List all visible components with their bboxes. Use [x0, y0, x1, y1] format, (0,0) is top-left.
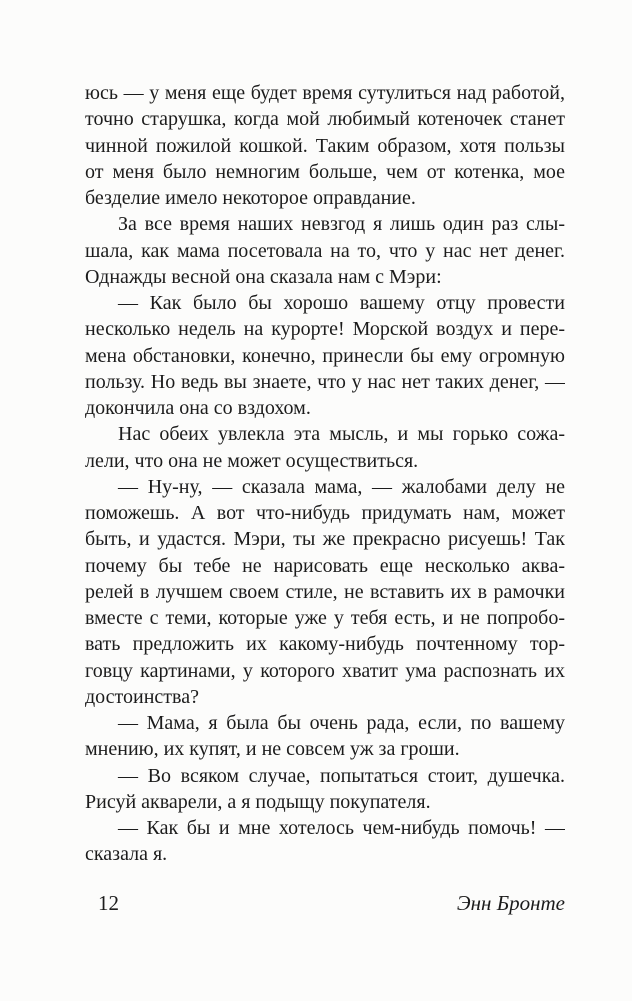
- text-line: чинной пожилой кошкой. Таким образом, хотя пользы: [85, 134, 565, 157]
- text-line: За все время наших невзгод я лишь один раз слы-: [118, 213, 565, 236]
- text-line: мена обстановки, конечно, принесли бы ему огромную: [85, 344, 565, 367]
- text-line: Рисуй акварели, а я подыщу покупателя.: [85, 790, 431, 813]
- text-line: Нас обеих увлекла эта мысль, и мы горько сожа-: [118, 423, 565, 446]
- paragraph: [85, 474, 565, 710]
- paragraph: [85, 710, 565, 763]
- text-line: — Как было бы хорошо вашему отцу провести: [118, 292, 565, 314]
- text-line: сказала я.: [85, 843, 168, 866]
- page-number: 12: [98, 891, 119, 915]
- text-line: релей в лучшем своем стиле, не вставить их в рамочки: [85, 580, 565, 603]
- text-line: безделие имело некоторое оправдание.: [85, 187, 416, 209]
- text-line: быть, и удастся. Мэри, ты же прекрасно рисуешь! Так: [85, 528, 565, 551]
- paragraph: [85, 815, 565, 868]
- text-line: вместе с теми, которые уже у тебя есть, и не попробо-: [85, 607, 565, 629]
- page-footer: [85, 891, 565, 915]
- text-line: шала, как мама посетовала на то, что у нас нет денег.: [85, 239, 565, 262]
- text-line: поможешь. А вот что-нибудь придумать нам, может: [85, 502, 565, 524]
- text-line: — Как бы и мне хотелось чем-нибудь помочь! —: [118, 817, 565, 839]
- paragraph: [85, 290, 565, 421]
- body-text: [85, 80, 565, 868]
- text-line: несколько недель на курорте! Морской воздух и пере-: [85, 318, 565, 341]
- paragraph: [85, 211, 565, 290]
- text-line: говцу картинами, у которого хватит ума распознать их: [85, 659, 565, 682]
- text-line: — Ну-ну, — сказала мама, — жалобами делу не: [118, 475, 565, 498]
- paragraph: [85, 763, 565, 816]
- text-line: мнению, их купят, и не совсем уж за гроши.: [85, 738, 460, 761]
- text-line: почему бы тебе не нарисовать еще несколько аква-: [85, 554, 565, 577]
- paragraph: [85, 421, 565, 474]
- running-title: Энн Бронте: [456, 891, 565, 915]
- text-line: точно старушка, когда мой любимый котеночек станет: [85, 108, 565, 131]
- text-line: пользу. Но ведь вы знаете, что у нас нет таких денег, —: [85, 370, 565, 393]
- text-line: — Мама, я была бы очень рада, если, по вашему: [118, 712, 565, 734]
- text-line: докончила она со вздохом.: [85, 397, 311, 419]
- text-line: вать предложить их какому-нибудь почтенному тор-: [85, 633, 565, 656]
- paragraph: [85, 80, 565, 211]
- text-line: лели, что она не может осуществиться.: [85, 449, 419, 472]
- text-line: — Во всяком случае, попытаться стоит, душечка.: [118, 764, 565, 787]
- text-line: юсь — у меня еще будет время сутулиться над работой,: [85, 82, 565, 104]
- text-line: достоинства?: [85, 685, 199, 708]
- text-line: Однажды весной она сказала нам с Мэри:: [85, 265, 442, 288]
- text-line: от меня было немногим больше, чем от котенка, мое: [85, 160, 565, 183]
